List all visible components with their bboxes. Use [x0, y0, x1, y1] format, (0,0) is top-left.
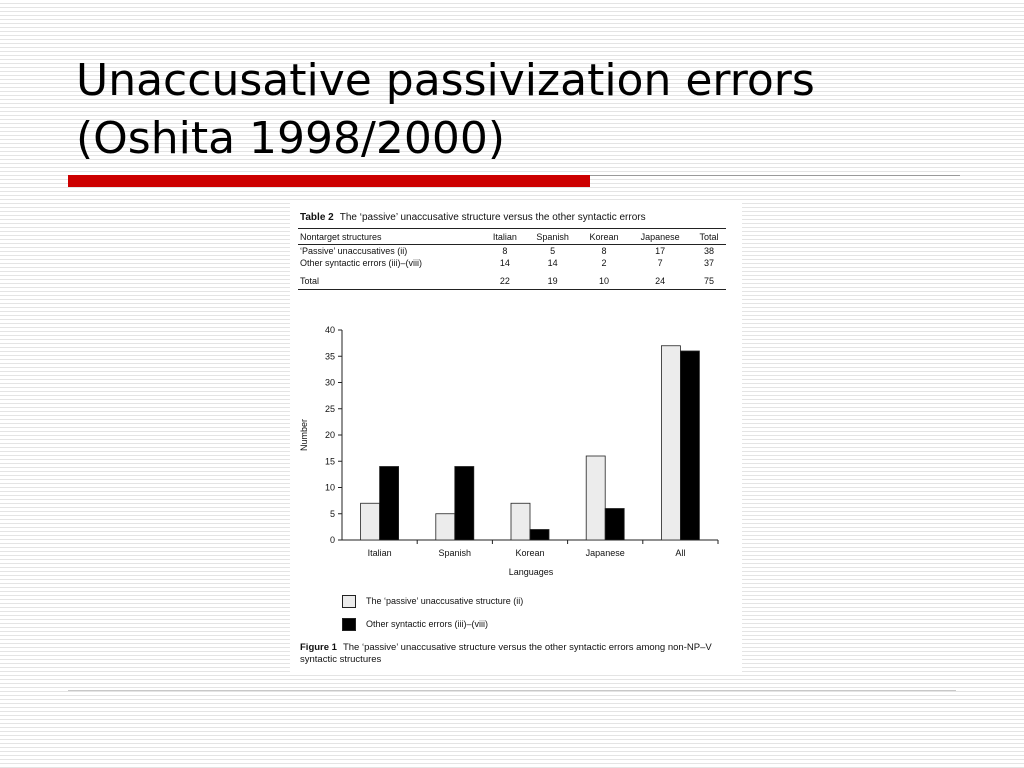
legend-label: Other syntactic errors (iii)–(viii): [366, 618, 489, 629]
legend-item-other: [342, 618, 488, 631]
table-total-row: [298, 269, 726, 290]
x-tick-label: All: [675, 548, 686, 558]
header-cell: Korean: [580, 229, 629, 245]
table-cell: 2: [601, 258, 607, 268]
table-header-row: [298, 229, 726, 245]
figure-caption-text: The ‘passive’ unaccusative structure versus the other syntactic errors among non-NP–V syntactic structures: [300, 642, 712, 665]
table-cell: 38: [703, 246, 714, 256]
header-cell: Nontarget structures: [298, 229, 484, 245]
bar-korean-series-2: [530, 530, 549, 541]
table-cell: 24: [628, 269, 692, 290]
x-tick-label: Korean: [515, 548, 545, 558]
bar-japanese-series-2: [605, 509, 624, 541]
table-cell: 7: [657, 258, 663, 268]
table-caption-text: The ‘passive’ unaccusative structure versus the other syntactic errors: [339, 212, 646, 223]
legend-swatch-dark: [342, 618, 356, 631]
legend-swatch-light: [342, 595, 356, 608]
bar-italian-series-2: [380, 467, 399, 541]
table-cell: 75: [692, 269, 726, 290]
bar-chart: [290, 320, 742, 590]
table-cell: 5: [550, 246, 556, 256]
x-axis-label: Languages: [508, 567, 554, 577]
x-tick-label: Japanese: [585, 548, 625, 558]
table-cell: 10: [580, 269, 629, 290]
y-tick-label: 20: [324, 430, 335, 440]
bar-italian-series-1: [361, 503, 380, 540]
bar-all-series-1: [661, 346, 680, 540]
header-cell: Total: [692, 229, 726, 245]
table-cell: 8: [601, 246, 607, 256]
x-tick-label: Italian: [367, 548, 392, 558]
title-divider: [590, 175, 960, 176]
y-tick-label: 5: [329, 508, 335, 519]
bar-spanish-series-2: [455, 467, 474, 541]
header-cell: Japanese: [628, 229, 692, 245]
x-tick-label: Spanish: [438, 548, 472, 558]
figure-scan: [290, 200, 742, 675]
table-cell: 14: [547, 258, 558, 268]
table-label: Table 2: [300, 212, 334, 223]
y-tick-label: 10: [324, 482, 335, 493]
y-tick-label: 0: [329, 535, 335, 545]
y-tick-label: 25: [324, 403, 335, 414]
table-cell: 8: [502, 246, 508, 256]
header-cell: Spanish: [526, 229, 580, 245]
figure-label: Figure 1: [300, 642, 337, 653]
table-cell: Other syntactic errors (iii)–(viii): [300, 258, 423, 268]
y-tick-label: 30: [324, 377, 335, 388]
bottom-divider: [68, 690, 956, 691]
y-tick-label: 15: [324, 456, 335, 467]
figure-caption: [300, 642, 732, 666]
table-cell: Total: [298, 269, 484, 290]
slide-title-line-1: Unaccusative passivization errors: [76, 55, 815, 106]
y-tick-label: 40: [324, 325, 335, 335]
table-cell: 22: [484, 269, 525, 290]
legend-item-passive: [342, 595, 523, 608]
y-tick-label: 35: [324, 351, 335, 362]
legend-label: The ‘passive’ unaccusative structure (ii): [366, 595, 524, 606]
table-caption: [300, 212, 646, 223]
table-cell: 37: [703, 258, 714, 268]
table-row: [298, 257, 726, 269]
data-table: [298, 228, 726, 290]
slide-title-line-2: (Oshita 1998/2000): [76, 113, 505, 164]
slide-title: [76, 52, 976, 168]
header-cell: Italian: [484, 229, 525, 245]
bar-spanish-series-1: [436, 514, 455, 540]
table-row: [298, 245, 726, 258]
table-cell: 14: [499, 258, 510, 268]
bar-all-series-2: [680, 351, 699, 540]
bar-korean-series-1: [511, 503, 530, 540]
bar-japanese-series-1: [586, 456, 605, 540]
table-cell: ‘Passive’ unaccusatives (ii): [300, 246, 408, 256]
title-accent-bar: [68, 175, 590, 187]
y-axis-label: Number: [299, 418, 309, 452]
table-cell: 17: [655, 246, 666, 256]
table-cell: 19: [526, 269, 580, 290]
